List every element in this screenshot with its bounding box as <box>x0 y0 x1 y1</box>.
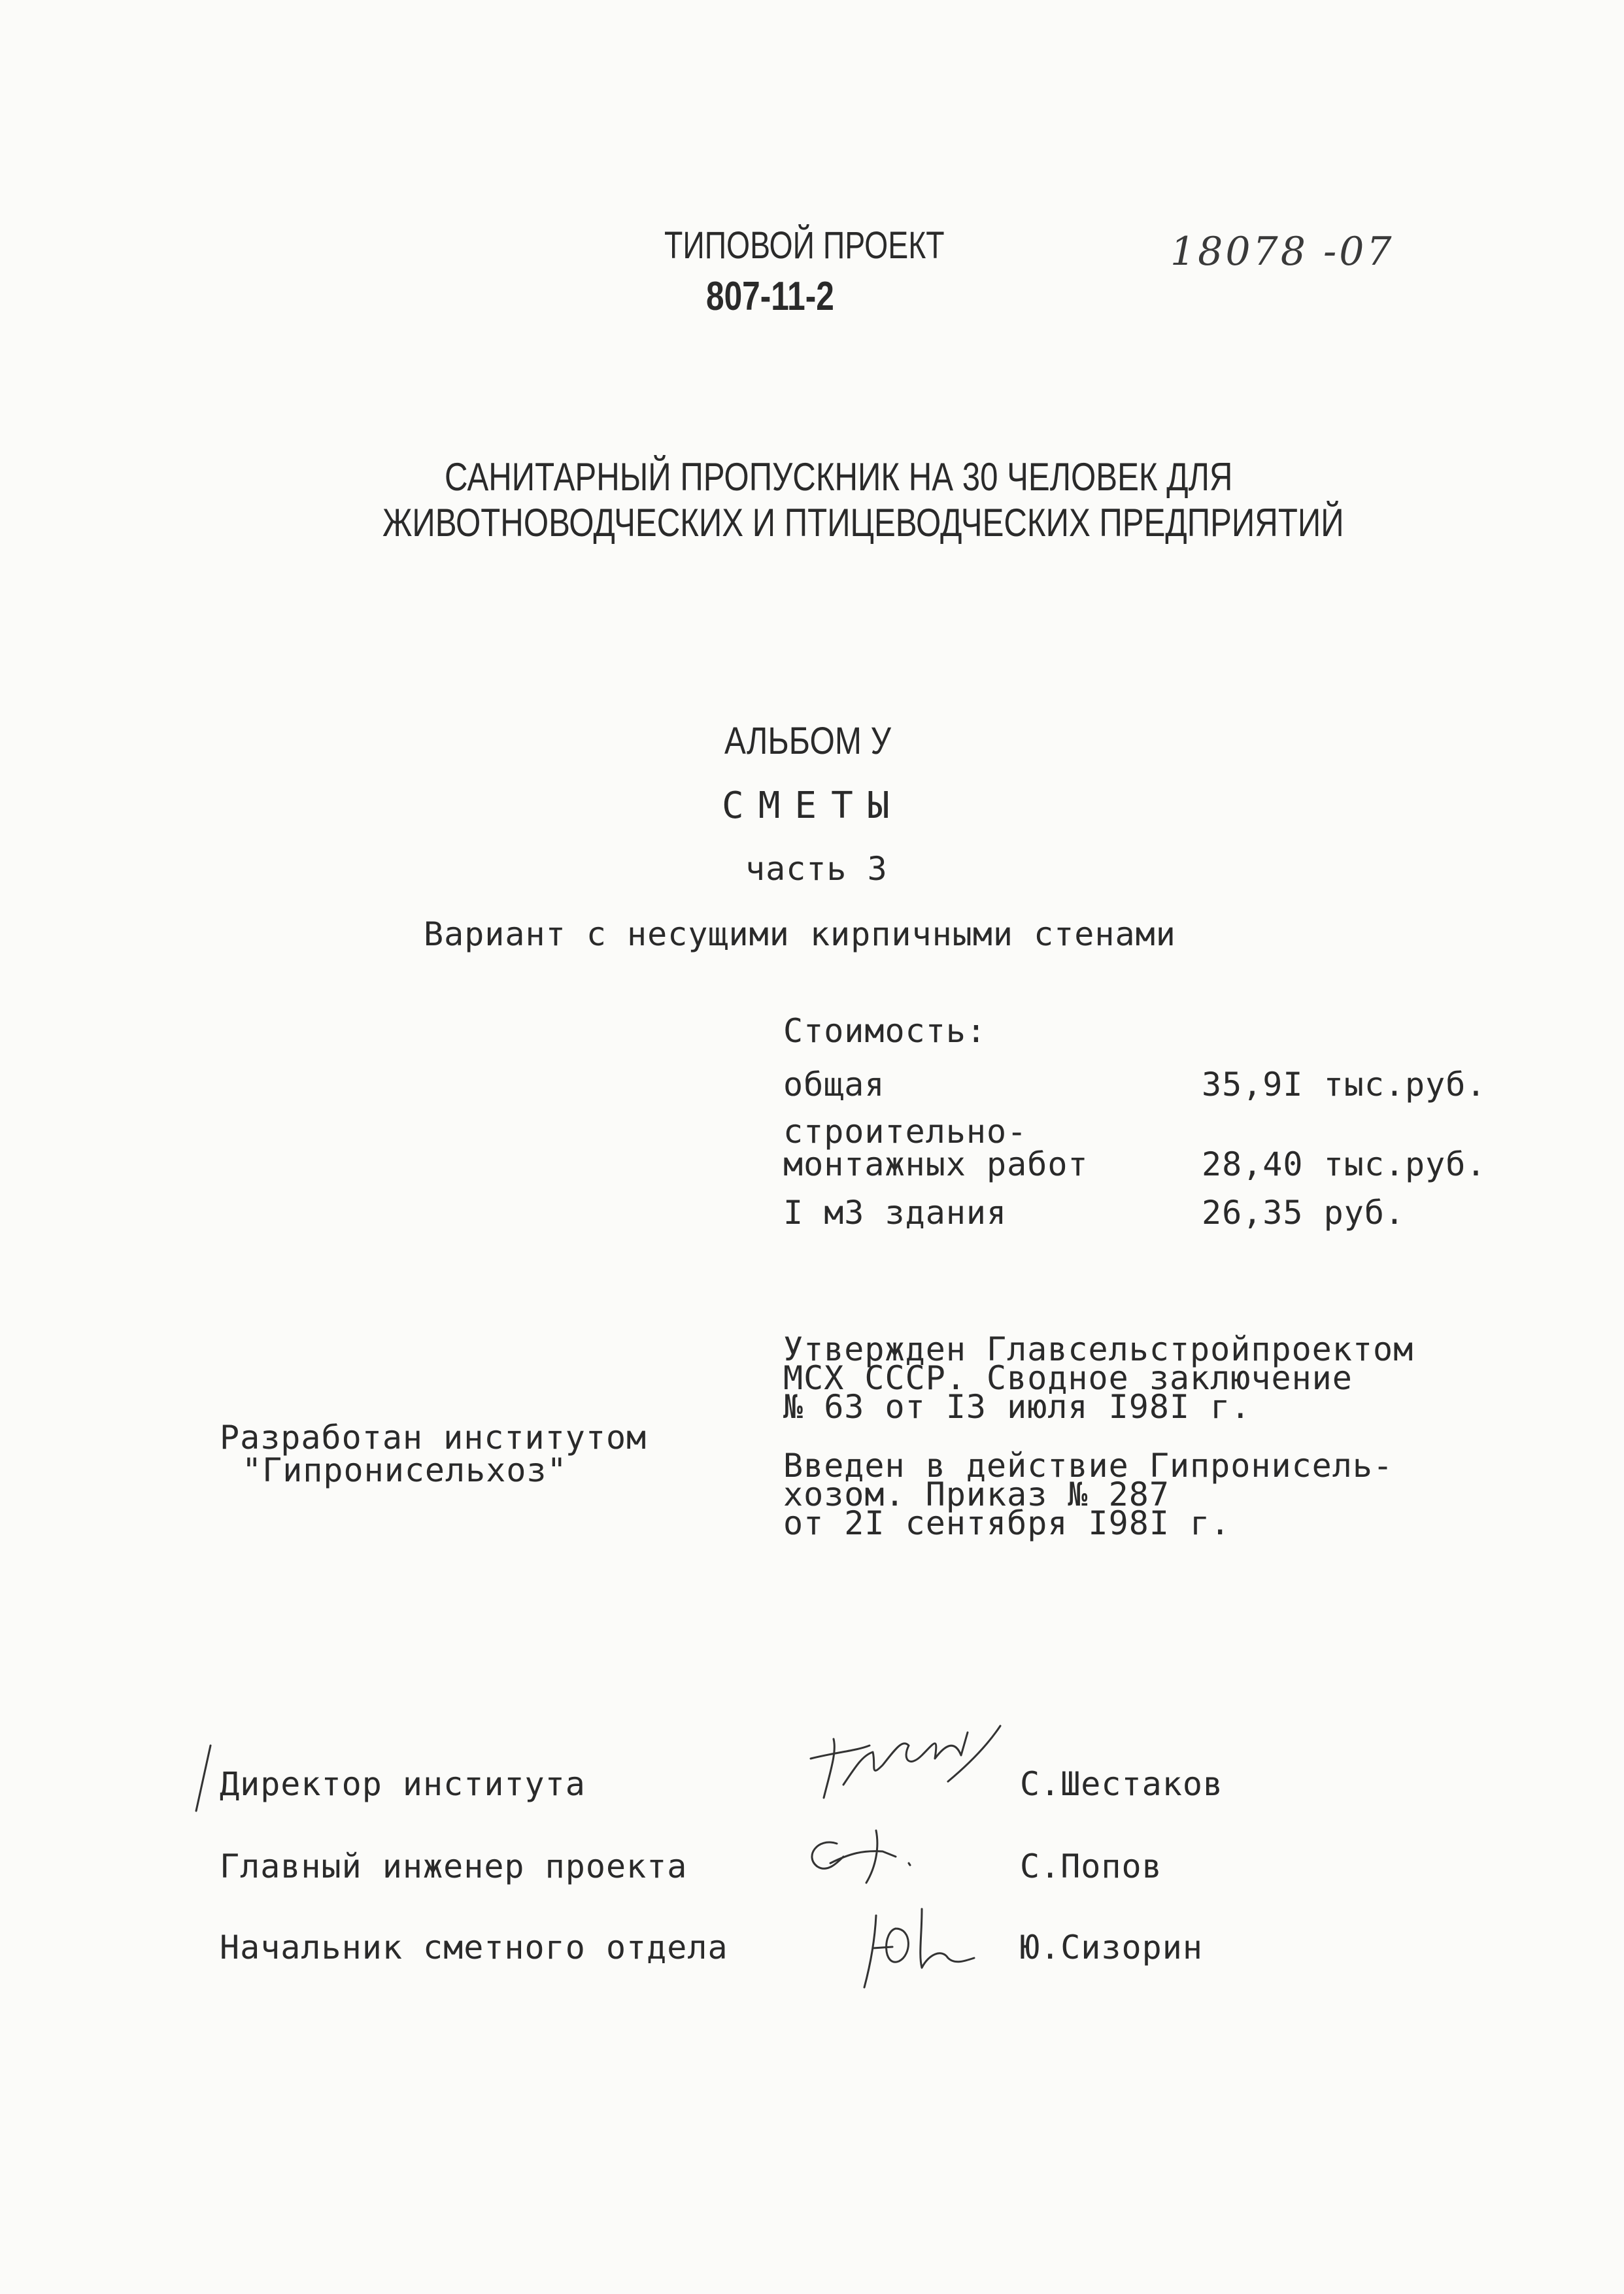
signatory-role-estimate-head: Начальник сметного отдела <box>220 1929 728 1966</box>
approval-line-1: Утвержден Главсельстройпроектом <box>783 1330 1414 1368</box>
project-code: 807-11-2 <box>706 274 834 319</box>
cost-label-construction-line2: монтажных работ <box>783 1145 1089 1183</box>
typical-project-label: ТИПОВОЙ ПРОЕКТ <box>664 224 945 267</box>
signature-estimate-head <box>856 1896 1026 1994</box>
cost-value-construction: 28,40 тыс.руб. <box>1202 1145 1487 1183</box>
enactment-line-3: от 2I сентября I98I г. <box>783 1504 1231 1542</box>
cost-heading: Стоимость: <box>783 1012 987 1050</box>
signatory-name-estimate-head: Ю.Сизорин <box>1020 1929 1203 1966</box>
section-title: СМЕТЫ <box>722 784 904 827</box>
cost-label-construction: строительно- <box>783 1113 1028 1151</box>
signatory-name-chief-engineer: С.Попов <box>1020 1847 1162 1885</box>
enactment-line-2: хозом. Приказ № 287 <box>783 1476 1170 1513</box>
variant-label: Вариант с несущими кирпичными стенами <box>424 915 1176 953</box>
enactment-line-1: Введен в действие Гипронисель- <box>783 1447 1394 1485</box>
document-title-line-2: ЖИВОТНОВОДЧЕСКИХ И ПТИЦЕВОДЧЕСКИХ ПРЕДПРИЯТИЙ <box>382 501 1344 545</box>
cost-label-total: общая <box>783 1066 885 1104</box>
approval-line-3: № 63 от I3 июля I98I г. <box>783 1388 1251 1426</box>
signature-chief-engineer <box>798 1817 928 1889</box>
album-label: АЛЬБОМ У <box>724 720 891 762</box>
signatory-name-director: С.Шестаков <box>1020 1765 1224 1803</box>
cost-value-per-m3: 26,35 руб. <box>1202 1194 1406 1232</box>
inventory-number: 18078 -07 <box>1170 229 1395 275</box>
margin-mark <box>191 1739 217 1817</box>
developer-line-2: "Гипронисельхоз" <box>242 1451 567 1489</box>
approval-block <box>783 1330 1414 1426</box>
enactment-block <box>783 1447 1394 1542</box>
approval-line-2: МСХ СССР. Сводное заключение <box>783 1359 1353 1397</box>
developer-line-1: Разработан институтом <box>220 1419 647 1457</box>
cost-label-per-m3: I м3 здания <box>783 1194 1007 1232</box>
document-title-line-1: САНИТАРНЫЙ ПРОПУСКНИК НА 30 ЧЕЛОВЕК ДЛЯ <box>445 455 1233 499</box>
signatory-role-director: Директор института <box>220 1765 586 1803</box>
part-label: часть 3 <box>745 850 888 888</box>
cost-value-total: 35,9I тыс.руб. <box>1202 1066 1487 1104</box>
signature-director <box>798 1719 1007 1817</box>
signatory-role-chief-engineer: Главный инженер проекта <box>220 1847 688 1885</box>
